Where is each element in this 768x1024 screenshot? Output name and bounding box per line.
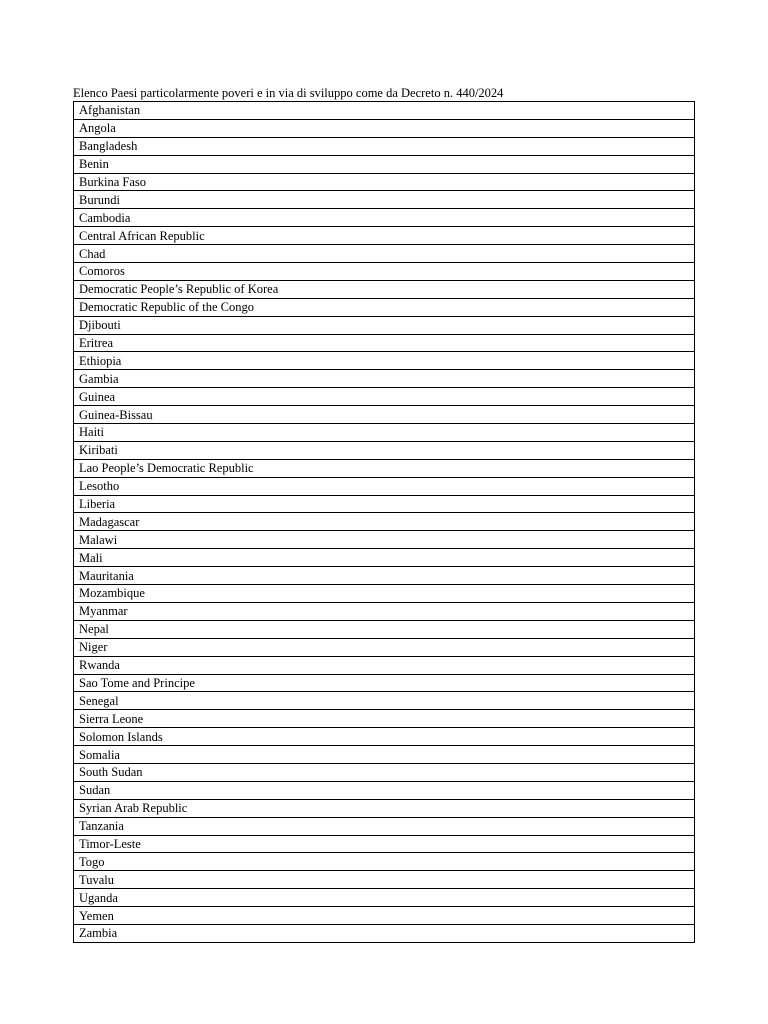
country-name-cell: Central African Republic xyxy=(74,227,695,245)
country-name-cell: Tanzania xyxy=(74,817,695,835)
table-row xyxy=(74,424,695,442)
table-row xyxy=(74,531,695,549)
table-row xyxy=(74,656,695,674)
country-name-cell: Angola xyxy=(74,119,695,137)
table-row xyxy=(74,280,695,298)
country-name-cell: Gambia xyxy=(74,370,695,388)
table-row xyxy=(74,370,695,388)
country-name-cell: Cambodia xyxy=(74,209,695,227)
country-name-cell: Lao People’s Democratic Republic xyxy=(74,459,695,477)
country-list-body xyxy=(74,102,695,943)
country-name-cell: Syrian Arab Republic xyxy=(74,799,695,817)
table-row xyxy=(74,406,695,424)
country-name-cell: Sudan xyxy=(74,781,695,799)
country-name-cell: Somalia xyxy=(74,746,695,764)
country-name-cell: Malawi xyxy=(74,531,695,549)
table-row xyxy=(74,781,695,799)
country-name-cell: Democratic Republic of the Congo xyxy=(74,298,695,316)
table-row xyxy=(74,477,695,495)
country-name-cell: Myanmar xyxy=(74,602,695,620)
country-name-cell: Lesotho xyxy=(74,477,695,495)
country-name-cell: South Sudan xyxy=(74,763,695,781)
table-row xyxy=(74,245,695,263)
country-name-cell: Burundi xyxy=(74,191,695,209)
table-row xyxy=(74,602,695,620)
country-name-cell: Bangladesh xyxy=(74,137,695,155)
country-list-table xyxy=(73,101,695,943)
table-row xyxy=(74,817,695,835)
country-name-cell: Nepal xyxy=(74,620,695,638)
country-name-cell: Togo xyxy=(74,853,695,871)
table-row xyxy=(74,459,695,477)
table-row xyxy=(74,209,695,227)
table-row xyxy=(74,263,695,281)
country-name-cell: Democratic People’s Republic of Korea xyxy=(74,280,695,298)
table-row xyxy=(74,710,695,728)
table-row xyxy=(74,638,695,656)
table-row xyxy=(74,692,695,710)
table-row xyxy=(74,549,695,567)
table-row xyxy=(74,853,695,871)
country-name-cell: Mauritania xyxy=(74,567,695,585)
country-name-cell: Guinea-Bissau xyxy=(74,406,695,424)
table-row xyxy=(74,298,695,316)
page-title: Elenco Paesi particolarmente poveri e in via di sviluppo come da Decreto n. 440/2024 xyxy=(73,86,504,100)
table-row xyxy=(74,495,695,513)
country-name-cell: Solomon Islands xyxy=(74,728,695,746)
table-row xyxy=(74,388,695,406)
country-name-cell: Sao Tome and Principe xyxy=(74,674,695,692)
table-row xyxy=(74,889,695,907)
country-name-cell: Chad xyxy=(74,245,695,263)
country-name-cell: Mali xyxy=(74,549,695,567)
country-name-cell: Rwanda xyxy=(74,656,695,674)
country-name-cell: Guinea xyxy=(74,388,695,406)
country-name-cell: Uganda xyxy=(74,889,695,907)
table-row xyxy=(74,155,695,173)
country-name-cell: Benin xyxy=(74,155,695,173)
country-name-cell: Senegal xyxy=(74,692,695,710)
country-name-cell: Zambia xyxy=(74,924,695,942)
table-row xyxy=(74,119,695,137)
table-row xyxy=(74,746,695,764)
country-name-cell: Yemen xyxy=(74,907,695,925)
table-row xyxy=(74,227,695,245)
country-name-cell: Sierra Leone xyxy=(74,710,695,728)
table-row xyxy=(74,513,695,531)
country-name-cell: Afghanistan xyxy=(74,102,695,120)
table-row xyxy=(74,334,695,352)
country-name-cell: Kiribati xyxy=(74,441,695,459)
country-name-cell: Eritrea xyxy=(74,334,695,352)
country-name-cell: Djibouti xyxy=(74,316,695,334)
table-row xyxy=(74,567,695,585)
country-name-cell: Ethiopia xyxy=(74,352,695,370)
table-row xyxy=(74,102,695,120)
country-name-cell: Niger xyxy=(74,638,695,656)
table-row xyxy=(74,191,695,209)
table-row xyxy=(74,924,695,942)
country-name-cell: Mozambique xyxy=(74,585,695,603)
country-name-cell: Burkina Faso xyxy=(74,173,695,191)
table-row xyxy=(74,173,695,191)
table-row xyxy=(74,441,695,459)
country-name-cell: Haiti xyxy=(74,424,695,442)
country-name-cell: Tuvalu xyxy=(74,871,695,889)
table-row xyxy=(74,674,695,692)
country-name-cell: Liberia xyxy=(74,495,695,513)
table-row xyxy=(74,799,695,817)
table-row xyxy=(74,137,695,155)
country-name-cell: Comoros xyxy=(74,263,695,281)
table-row xyxy=(74,585,695,603)
table-row xyxy=(74,763,695,781)
table-row xyxy=(74,352,695,370)
table-row xyxy=(74,316,695,334)
table-row xyxy=(74,871,695,889)
table-row xyxy=(74,620,695,638)
country-name-cell: Madagascar xyxy=(74,513,695,531)
table-row xyxy=(74,835,695,853)
table-row xyxy=(74,728,695,746)
country-name-cell: Timor-Leste xyxy=(74,835,695,853)
table-row xyxy=(74,907,695,925)
